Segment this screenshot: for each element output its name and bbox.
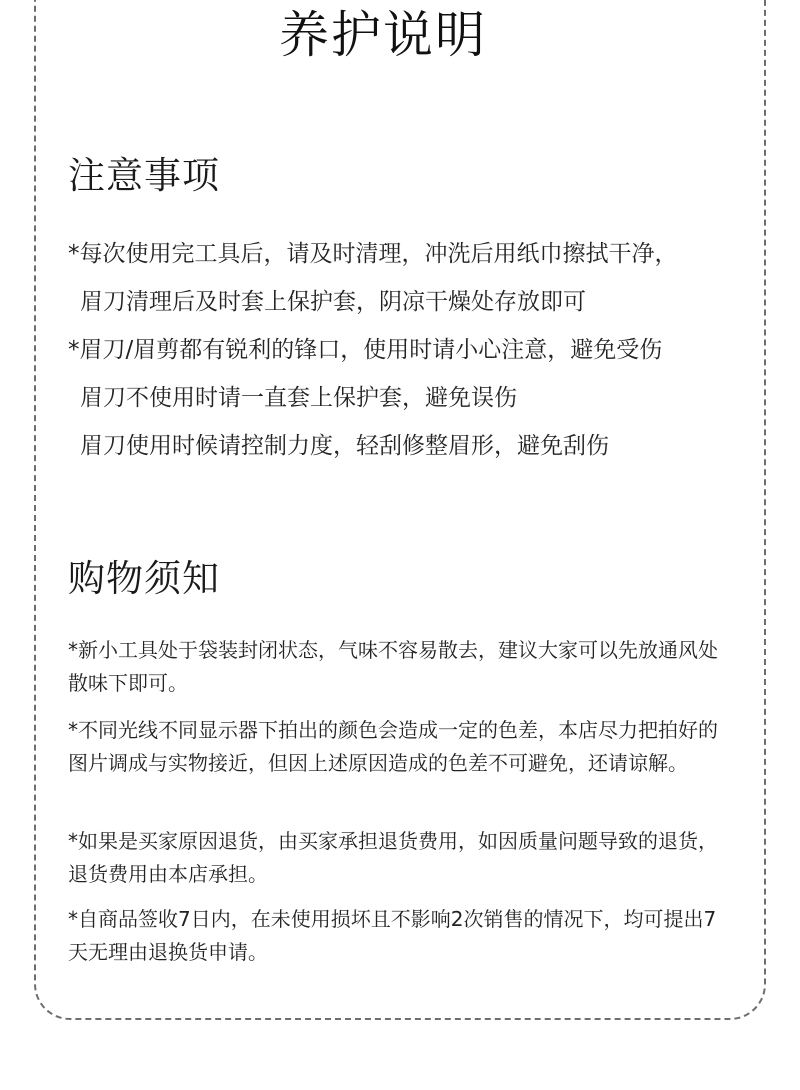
care-line: *眉刀/眉剪都有锐利的锋口，使用时请小心注意，避免受伤: [68, 337, 663, 363]
page-title: 养护说明: [279, 6, 487, 64]
shopping-note: *新小工具处于袋装封闭状态，气味不容易散去，建议大家可以先放通风处散味下即可。: [68, 638, 718, 695]
shopping-notes-heading: 购物须知: [68, 557, 220, 600]
shopping-note: *不同光线不同显示器下拍出的颜色会造成一定的色差，本店尽力把拍好的图片调成与实物接近，但因上述原因造成的色差不可避免，还请谅解。: [68, 718, 718, 775]
shopping-note: *如果是买家原因退货，由买家承担退货费用，如因质量问题导致的退货，退货费用由本店承担。: [68, 829, 718, 886]
care-line: 眉刀不使用时请一直套上保护套，避免误伤: [80, 385, 517, 411]
care-line: 眉刀使用时候请控制力度，轻刮修整眉形，避免刮伤: [80, 433, 609, 459]
care-line: 眉刀清理后及时套上保护套，阴凉干燥处存放即可: [80, 289, 586, 315]
shopping-note: *自商品签收7日内，在未使用损坏且不影响2次销售的情况下，均可提出7天无理由退换货申请。: [68, 907, 717, 964]
care-line: *每次使用完工具后，请及时清理，冲洗后用纸巾擦拭干净，: [68, 241, 678, 267]
care-notes-heading: 注意事项: [68, 154, 220, 197]
